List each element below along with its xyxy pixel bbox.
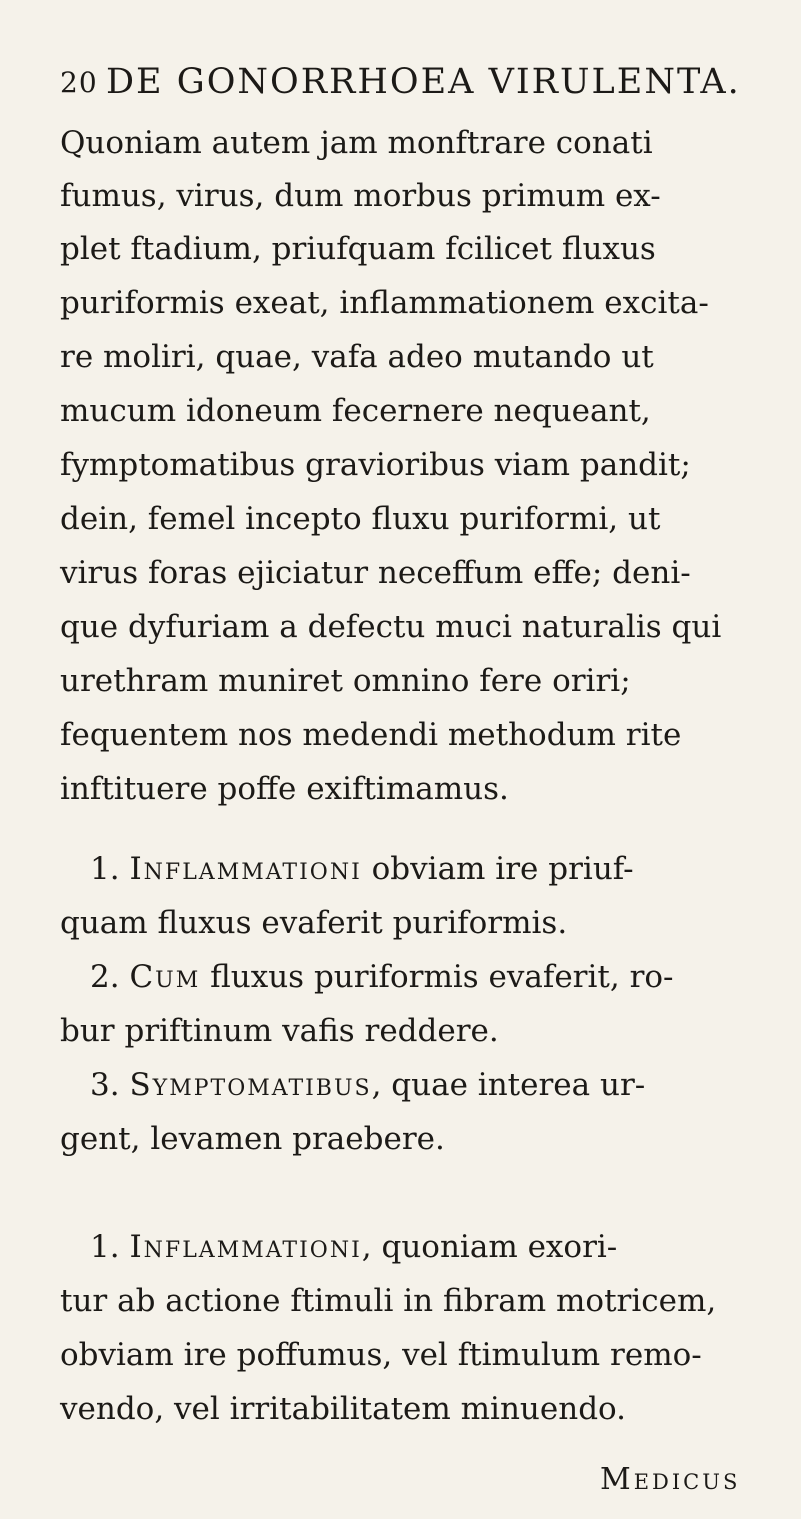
list-item-text: , quae interea ur- [371, 1067, 646, 1103]
list-lead-word: Cum [129, 959, 201, 995]
page-number: 20 [60, 66, 98, 99]
running-head: DE GONORRHOEA VIRULENTA. [106, 62, 741, 102]
list-item-1 [90, 851, 801, 887]
text-line: virus foras ejiciatur neceffum effe; deni- [60, 555, 691, 591]
list-item-1-continuation: quam fluxus evaferit puriformis. [60, 905, 568, 941]
text-line: dein, femel incepto fluxu puriformi, ut [60, 501, 661, 537]
list-item-2 [90, 959, 801, 995]
text-line: vendo, vel irritabilitatem minuendo. [60, 1391, 627, 1427]
page-header [60, 62, 770, 110]
text-line: puriformis exeat, inflammationem excita- [60, 285, 709, 321]
text-line: re moliri, quae, vafa adeo mutando ut [60, 339, 654, 375]
text-line: mucum idoneum fecernere nequeant, [60, 393, 651, 429]
list-item-text: obviam ire priuf- [361, 851, 634, 887]
section-number: 1. [90, 1229, 120, 1265]
list-number: 2. [90, 959, 120, 995]
list-item-3-continuation: gent, levamen praebere. [60, 1121, 445, 1157]
list-item-text: fluxus puriformis evaferit, ro- [200, 959, 674, 995]
text-line: fumus, virus, dum morbus primum ex- [60, 178, 661, 214]
list-number: 1. [90, 851, 120, 887]
text-line: fymptomatibus gravioribus viam pandit; [60, 447, 691, 483]
text-line: Quoniam autem jam monftrare conati [60, 125, 653, 161]
catchword: Medicus [600, 1462, 741, 1497]
section-lead-word: Inflammationi [129, 1229, 362, 1265]
list-lead-word: Symptomatibus [129, 1067, 372, 1103]
text-line: plet ftadium, priufquam fcilicet fluxus [60, 231, 656, 267]
list-item-2-continuation: bur priftinum vafis reddere. [60, 1013, 499, 1049]
text-line: urethram muniret omnino fere oriri; [60, 663, 631, 699]
text-line: tur ab actione ftimuli in fibram motricem, [60, 1283, 717, 1319]
section-heading-line [90, 1229, 801, 1265]
text-line: obviam ire poffumus, vel ftimulum remo- [60, 1337, 702, 1373]
list-item-3 [90, 1067, 801, 1103]
text-line: fequentem nos medendi methodum rite [60, 717, 682, 753]
list-number: 3. [90, 1067, 120, 1103]
text-line: que dyfuriam a defectu muci naturalis qui [60, 609, 722, 645]
text-line: inftituere poffe exiftimamus. [60, 771, 509, 807]
list-lead-word: Inflammationi [129, 851, 362, 887]
section-text: , quoniam exori- [361, 1229, 618, 1265]
